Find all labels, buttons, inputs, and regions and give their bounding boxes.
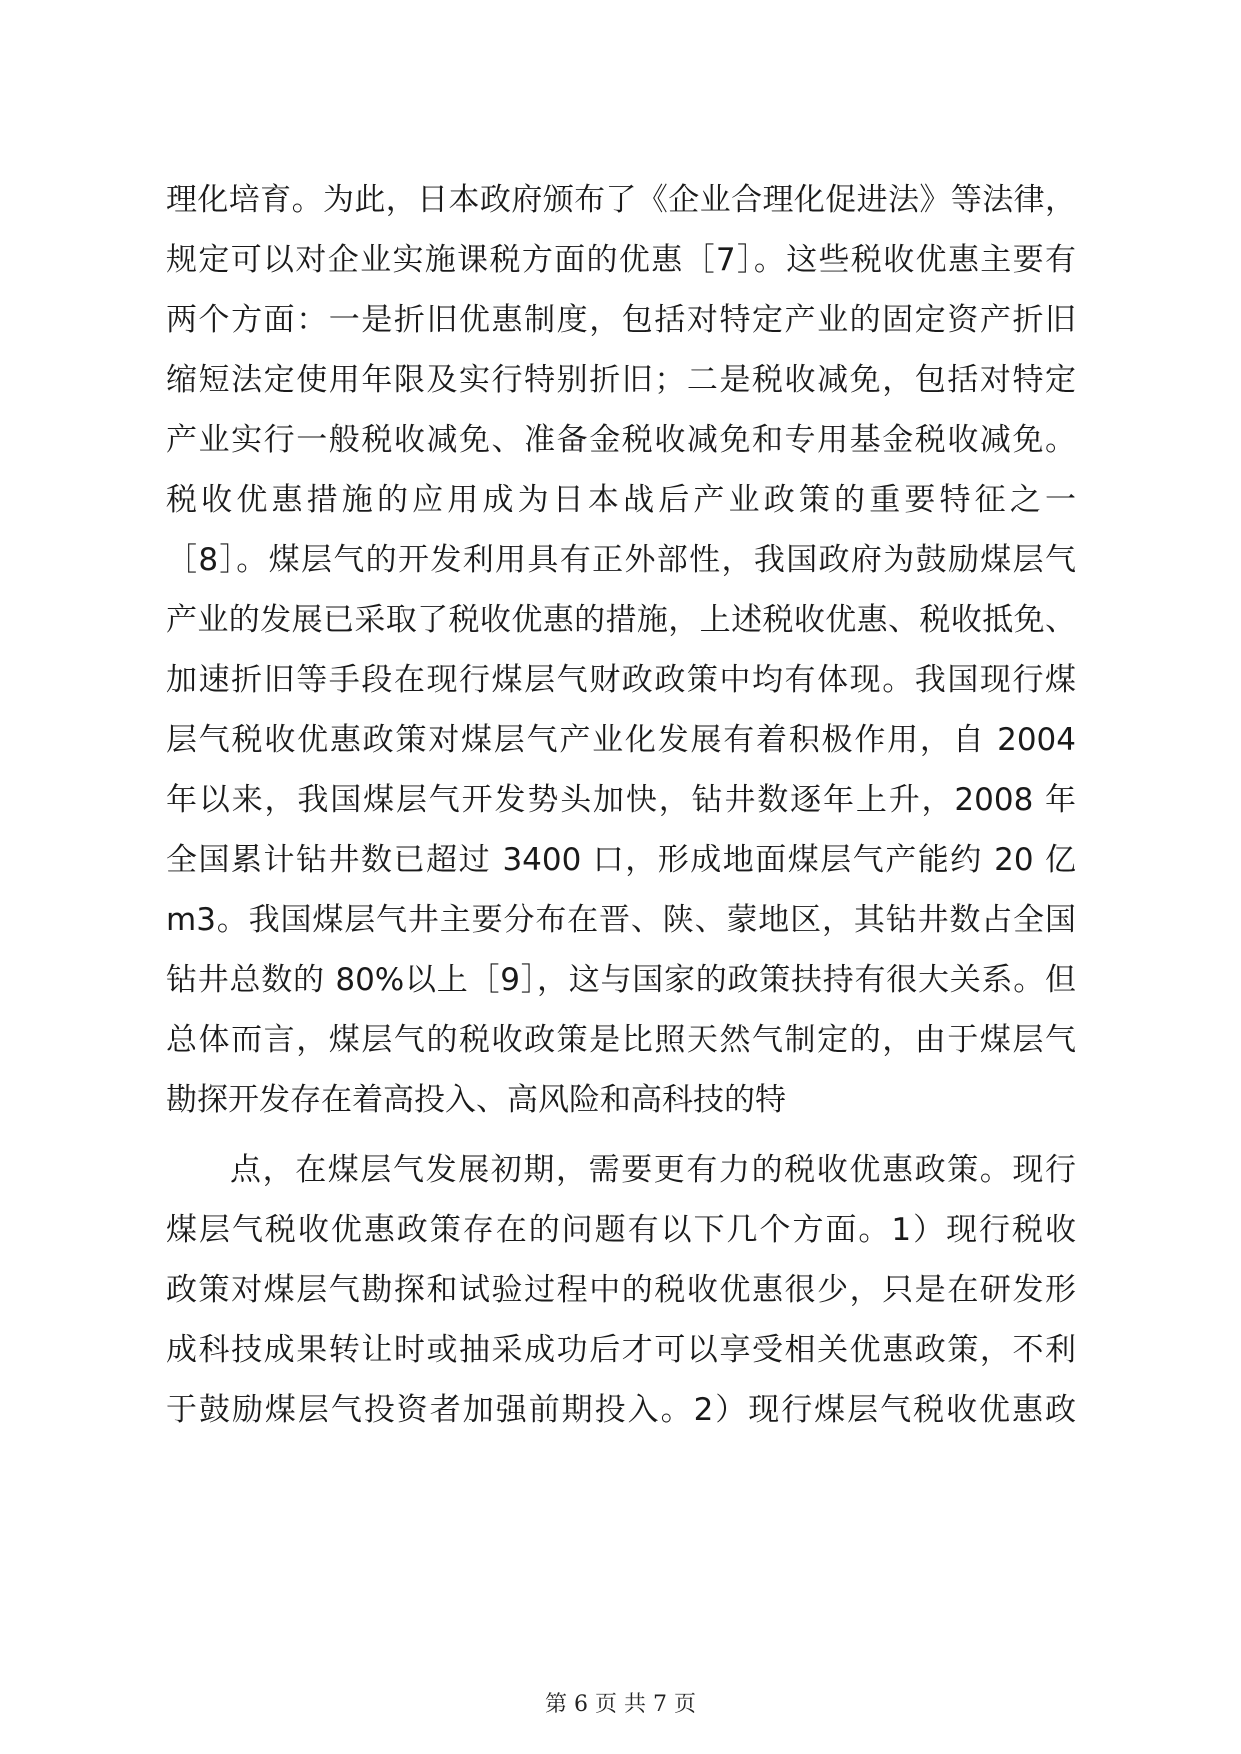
text-line-15: 总体而言，煤层气的税收政策是比照天然气制定的，由于煤层气 bbox=[166, 1022, 1076, 1058]
text-line-17: 点，在煤层气发展初期，需要更有力的税收优惠政策。现行 bbox=[230, 1152, 1076, 1188]
text-line-8: 产业的发展已采取了税收优惠的措施，上述税收优惠、税收抵免、 bbox=[166, 602, 1076, 638]
text-line-3: 两个方面：一是折旧优惠制度，包括对特定产业的固定资产折旧 bbox=[166, 302, 1076, 338]
text-line-7: ［8］。煤层气的开发利用具有正外部性，我国政府为鼓励煤层气 bbox=[166, 542, 1076, 578]
text-line-18: 煤层气税收优惠政策存在的问题有以下几个方面。1）现行税收 bbox=[166, 1212, 1076, 1248]
text-line-14: 钻井总数的 80%以上［9］，这与国家的政策扶持有很大关系。但 bbox=[166, 962, 1076, 998]
text-line-4: 缩短法定使用年限及实行特别折旧；二是税收减免，包括对特定 bbox=[166, 362, 1076, 398]
text-line-21: 于鼓励煤层气投资者加强前期投入。2）现行煤层气税收优惠政 bbox=[166, 1392, 1076, 1428]
text-line-20: 成科技成果转让时或抽采成功后才可以享受相关优惠政策，不利 bbox=[166, 1332, 1076, 1368]
text-line-19: 政策对煤层气勘探和试验过程中的税收优惠很少，只是在研发形 bbox=[166, 1272, 1076, 1308]
text-line-11: 年以来，我国煤层气开发势头加快，钻井数逐年上升，2008 年 bbox=[166, 782, 1076, 818]
text-line-13: m3。我国煤层气井主要分布在晋、陕、蒙地区，其钻井数占全国 bbox=[166, 902, 1076, 938]
text-line-9: 加速折旧等手段在现行煤层气财政政策中均有体现。我国现行煤 bbox=[166, 662, 1076, 698]
page-number-footer: 第 6 页 共 7 页 bbox=[545, 1692, 696, 1717]
text-line-5: 产业实行一般税收减免、准备金税收减免和专用基金税收减免。 bbox=[166, 422, 1076, 458]
text-line-12: 全国累计钻井数已超过 3400 口，形成地面煤层气产能约 20 亿 bbox=[166, 842, 1076, 878]
text-line-10: 层气税收优惠政策对煤层气产业化发展有着积极作用，自 2004 bbox=[166, 722, 1076, 758]
text-line-2: 规定可以对企业实施课税方面的优惠［7］。这些税收优惠主要有 bbox=[166, 242, 1076, 278]
text-line-6: 税收优惠措施的应用成为日本战后产业政策的重要特征之一 bbox=[166, 482, 1076, 518]
text-line-1: 理化培育。为此，日本政府颁布了《企业合理化促进法》等法律， bbox=[166, 182, 1076, 218]
text-line-16: 勘探开发存在着高投入、高风险和高科技的特 bbox=[166, 1082, 786, 1118]
